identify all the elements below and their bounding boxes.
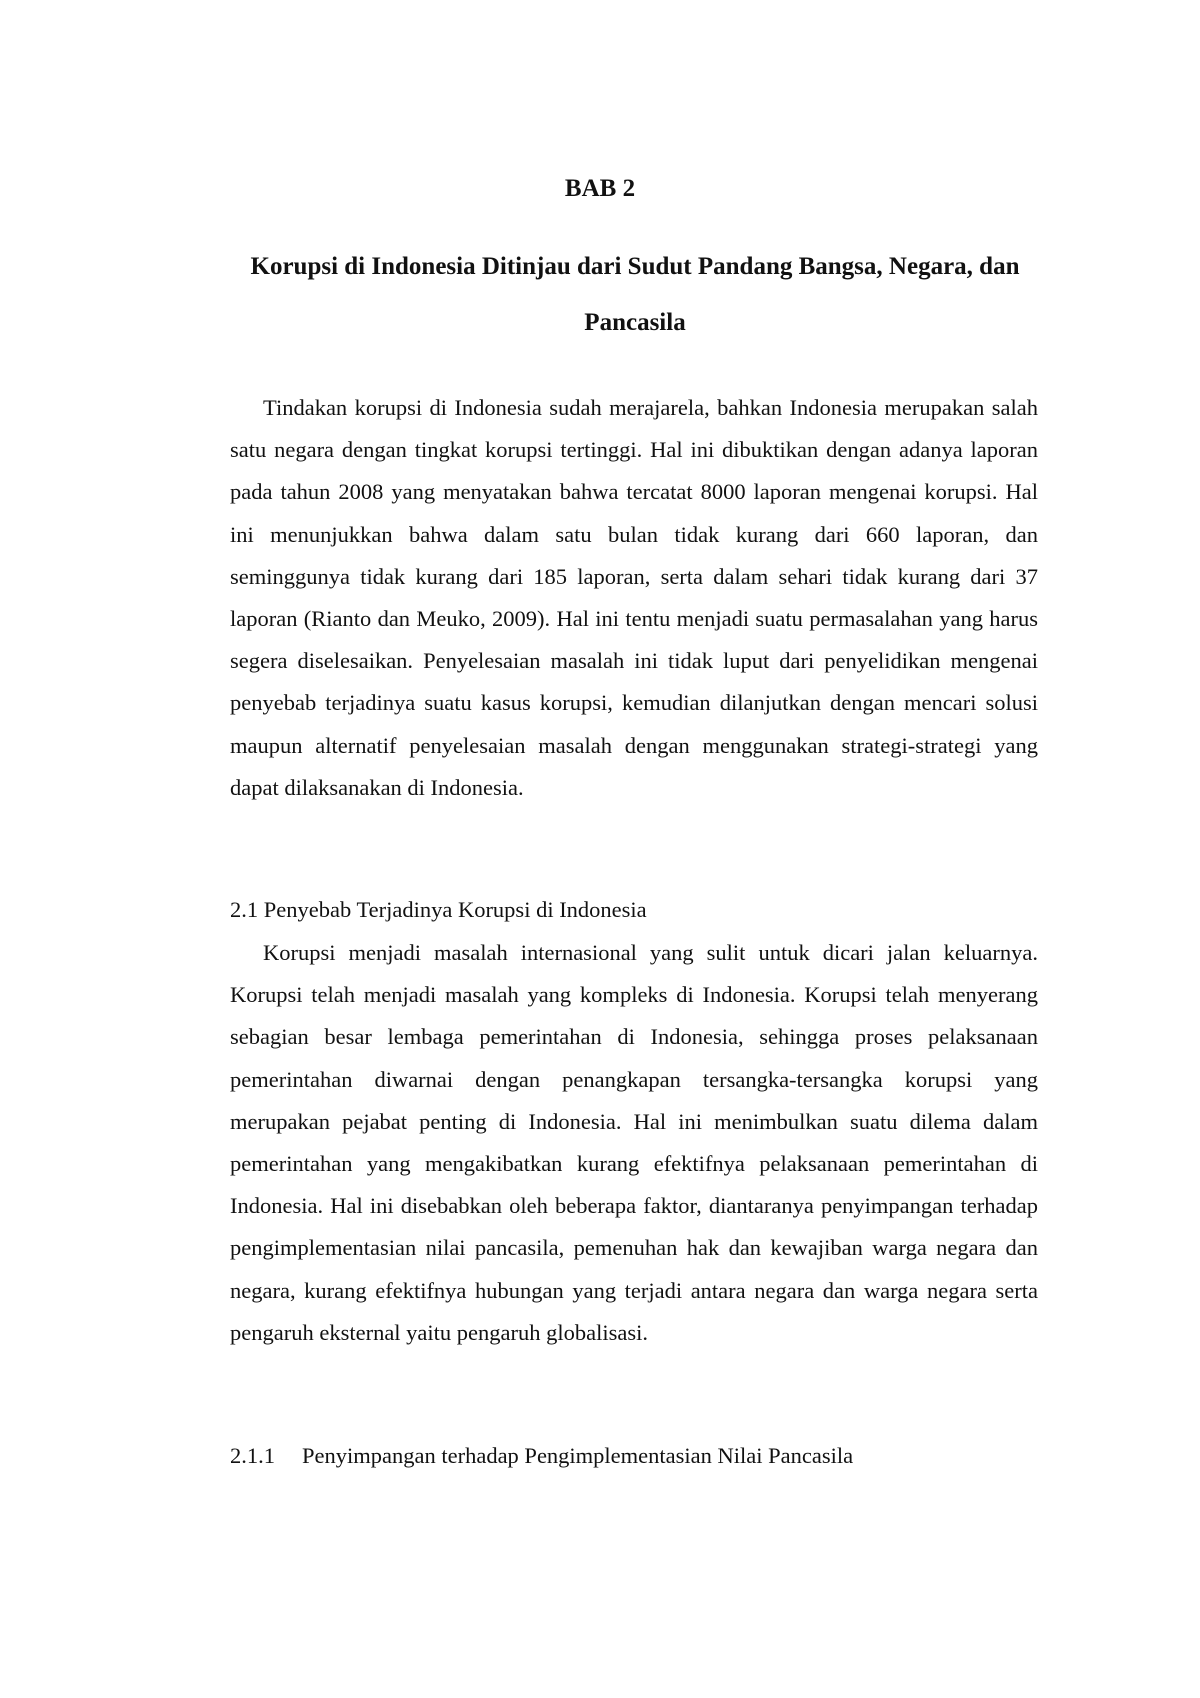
intro-paragraph: Tindakan korupsi di Indonesia sudah merajarela, bahkan Indonesia merupakan salah satu negara dengan tingkat korupsi tertinggi. Hal ini dibuktikan dengan adanya laporan pada tahun 2008 yang menyatakan bahwa tercatat 8000 laporan mengenai korupsi. Hal ini menunjukkan bahwa dalam satu bulan tidak kurang dari 660 laporan, dan seminggunya tidak kurang dari 185 laporan, serta dalam sehari tidak kurang dari 37 laporan (Rianto dan Meuko, 2009). Hal ini tentu menjadi suatu permasalahan yang harus segera diselesaikan. Penyelesaian masalah ini tidak luput dari penyelidikan mengenai penyebab terjadinya suatu kasus korupsi, kemudian dilanjutkan dengan mencari solusi maupun alternatif penyelesaian masalah dengan menggunakan strategi-strategi yang dapat dilaksanakan di Indonesia.: [230, 395, 1038, 800]
section-heading-2-1: 2.1 Penyebab Terjadinya Korupsi di Indonesia: [230, 897, 647, 922]
chapter-heading: BAB 2: [564, 175, 636, 202]
section-heading-text: Penyimpangan terhadap Pengimplementasian Nilai Pancasila: [302, 1443, 854, 1468]
section-heading-2-1-1: [230, 1441, 1038, 1471]
section-number: 2.1.1: [230, 1443, 275, 1468]
section-2-1-paragraph: Korupsi menjadi masalah internasional yang sulit untuk dicari jalan keluarnya. Korupsi telah menjadi masalah yang kompleks di Indonesia. Korupsi telah menyerang sebagian besar lembaga pemerintahan di Indonesia, sehingga proses pelaksanaan pemerintahan diwarnai dengan penangkapan tersangka-tersangka korupsi yang merupakan pejabat penting di Indonesia. Hal ini menimbulkan suatu dilema dalam pemerintahan yang mengakibatkan kurang efektifnya pelaksanaan pemerintahan di Indonesia. Hal ini disebabkan oleh beberapa faktor, diantaranya penyimpangan terhadap pengimplementasian nilai pancasila, pemenuhan hak dan kewajiban warga negara dan negara, kurang efektifnya hubungan yang terjadi antara negara dan warga negara serta pengaruh eksternal yaitu pengaruh globalisasi.: [230, 940, 1038, 1345]
chapter-title: Korupsi di Indonesia Ditinjau dari Sudut Pandang Bangsa, Negara, dan Pancasila: [250, 253, 1020, 336]
